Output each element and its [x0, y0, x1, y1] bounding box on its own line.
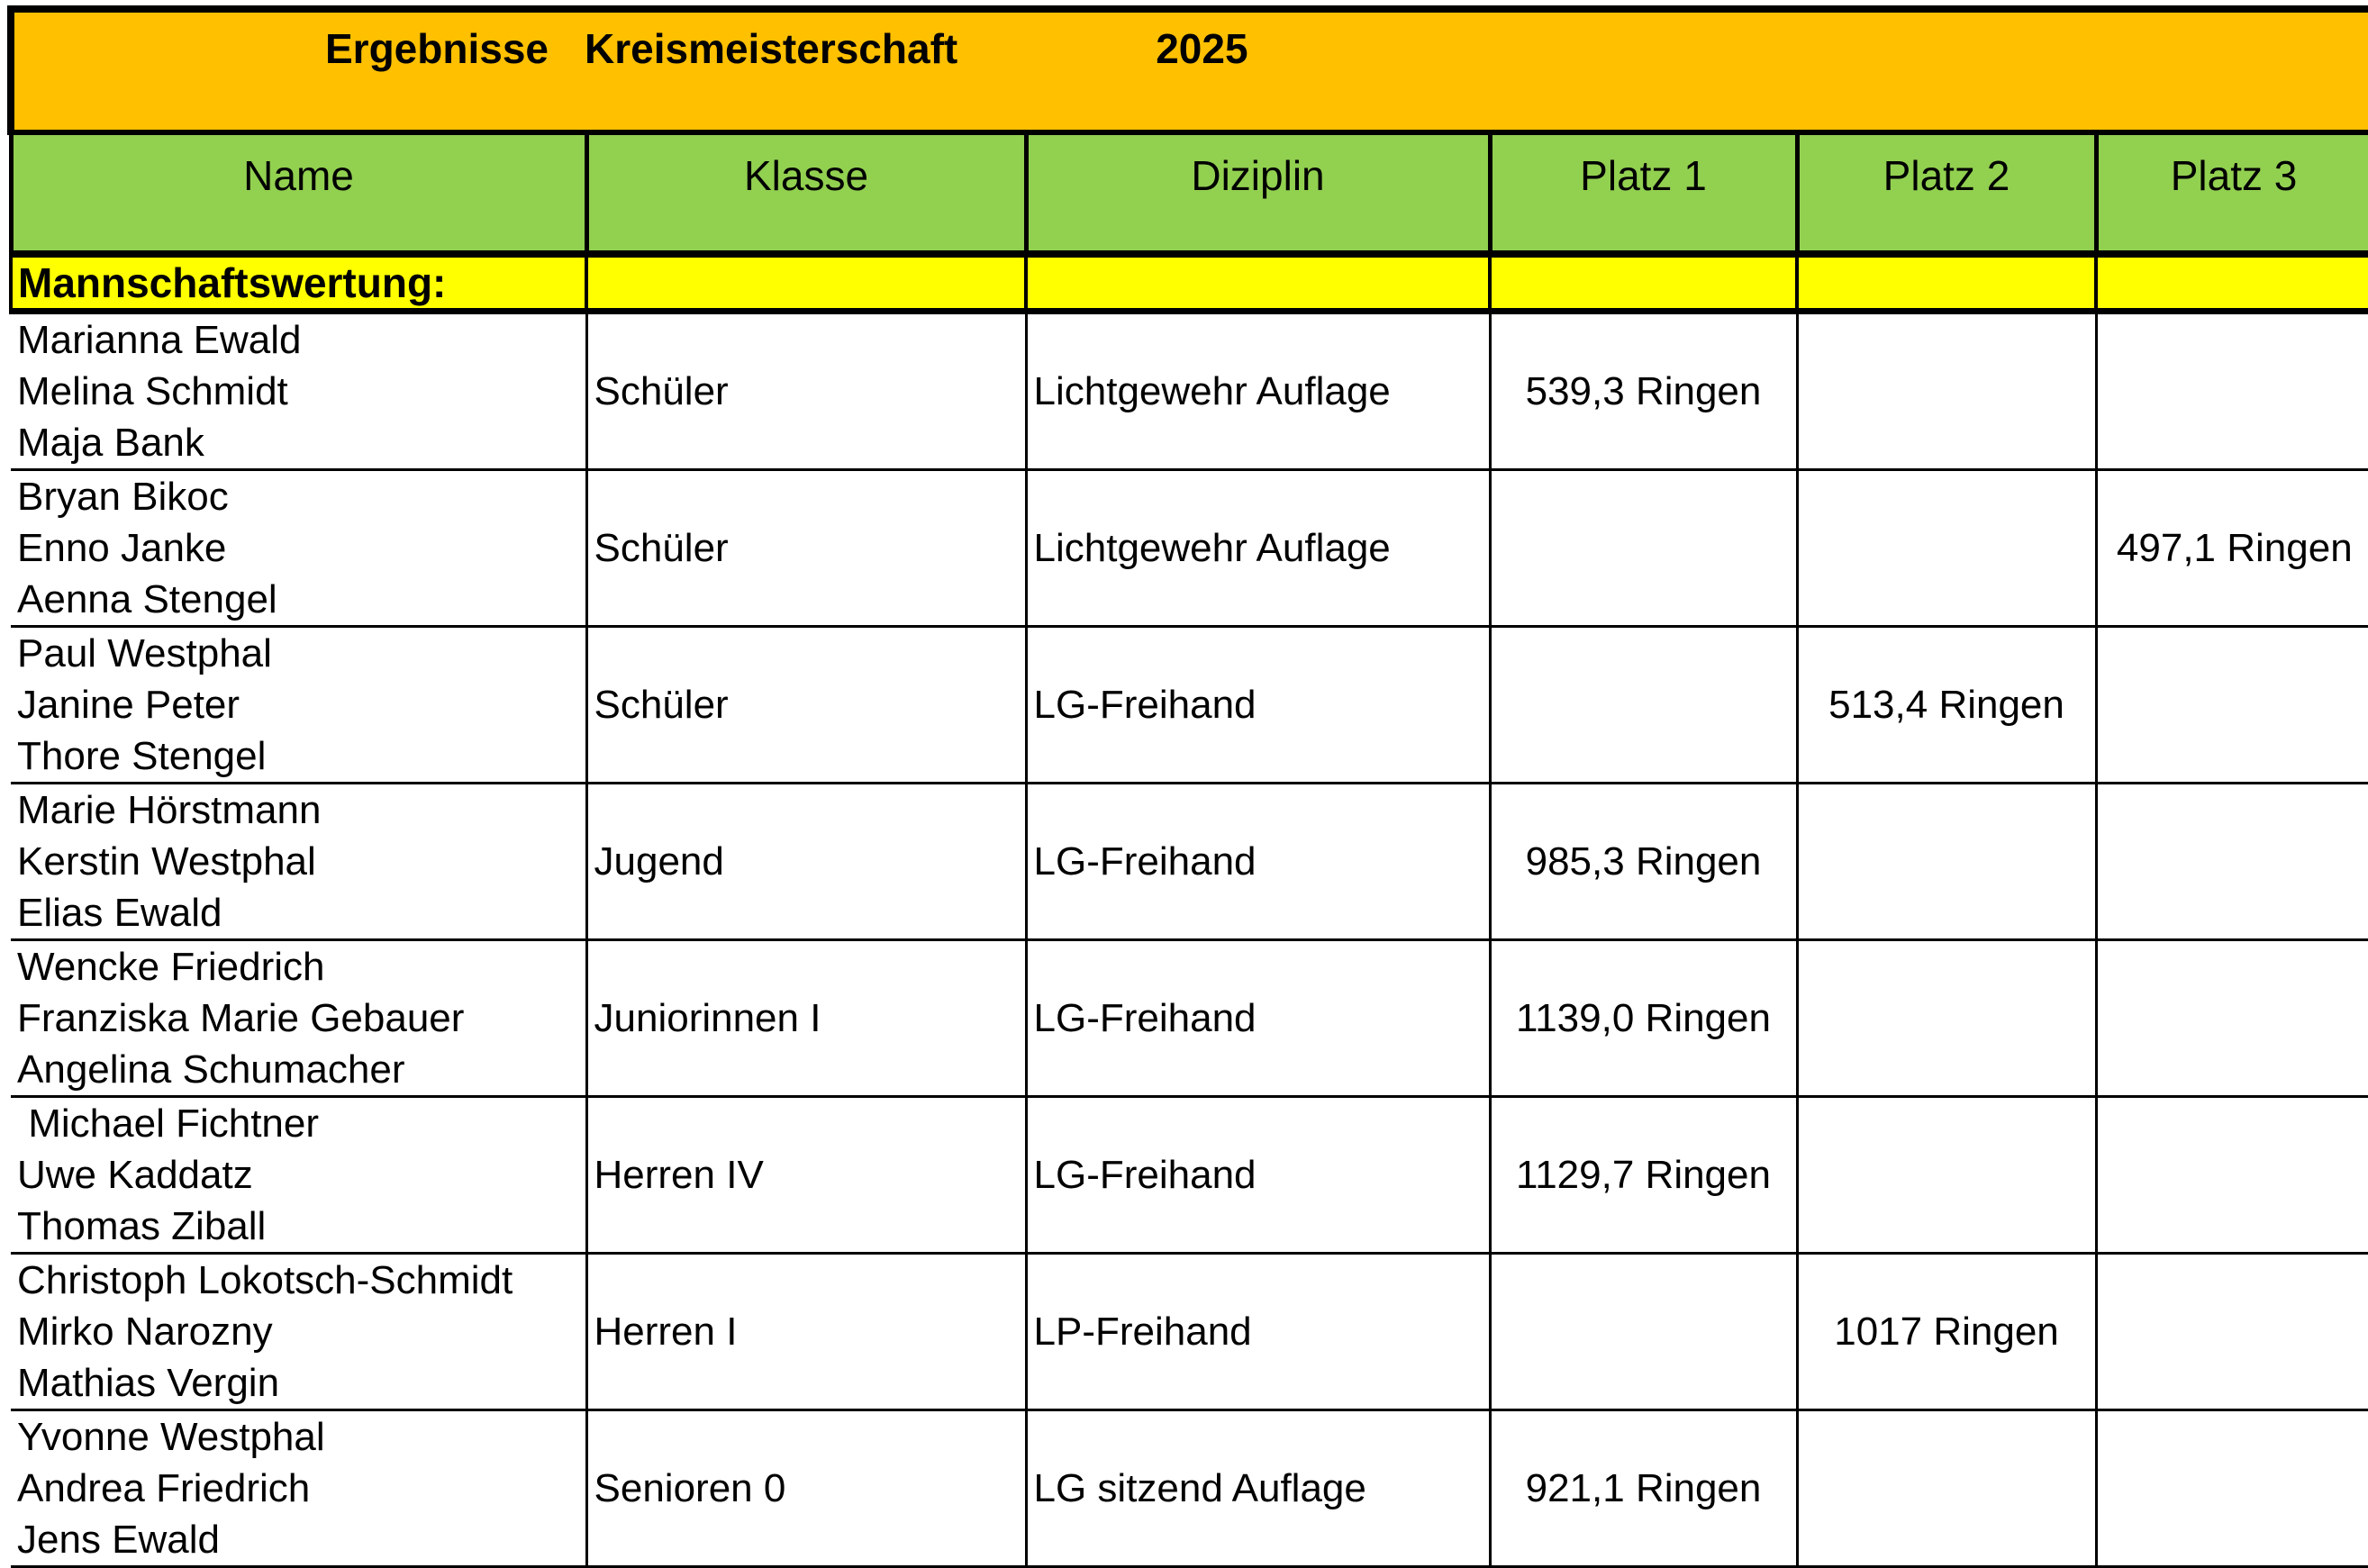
klasse-cell[interactable]: Jugend [586, 784, 1026, 940]
platz2-cell[interactable] [1797, 312, 2096, 470]
team-member-name: Marianna Ewald [17, 318, 302, 362]
column-header-platz1[interactable]: Platz 1 [1490, 132, 1797, 254]
platz1-cell[interactable] [1490, 470, 1797, 627]
table-row [11, 1410, 2368, 1567]
klasse-cell[interactable]: Schüler [586, 470, 1026, 627]
team-member-name: Janine Peter [17, 683, 240, 727]
team-names-cell[interactable] [11, 1254, 586, 1410]
klasse-cell[interactable]: Schüler [586, 627, 1026, 784]
platz1-cell[interactable] [1490, 627, 1797, 784]
platz2-cell[interactable]: 513,4 Ringen [1797, 627, 2096, 784]
team-names-cell[interactable] [11, 1410, 586, 1567]
team-results [11, 312, 2368, 1567]
section-cell[interactable] [1797, 254, 2096, 312]
platz3-cell[interactable]: 497,1 Ringen [2096, 470, 2368, 627]
team-member-name: Mirko Narozny [17, 1310, 273, 1354]
team-names-cell[interactable] [11, 940, 586, 1097]
section-cell[interactable] [1026, 254, 1490, 312]
platz3-cell[interactable] [2096, 1097, 2368, 1254]
platz2-cell[interactable] [1797, 940, 2096, 1097]
platz2-cell[interactable]: 1017 Ringen [1797, 1254, 2096, 1410]
team-member-name: Wencke Friedrich [17, 945, 325, 989]
page-title [14, 13, 2368, 76]
klasse-cell[interactable]: Herren IV [586, 1097, 1026, 1254]
platz3-cell[interactable] [2096, 1410, 2368, 1567]
table-row [11, 784, 2368, 940]
table-row [11, 940, 2368, 1097]
title-part1: Ergebnisse [325, 25, 549, 72]
platz3-cell[interactable] [2096, 627, 2368, 784]
column-header-name[interactable]: Name [11, 132, 586, 254]
team-member-name: Christoph Lokotsch-Schmidt [17, 1258, 513, 1302]
disziplin-cell[interactable]: LG-Freihand [1026, 784, 1490, 940]
team-names-cell[interactable] [11, 312, 586, 470]
disziplin-cell[interactable]: LP-Freihand [1026, 1254, 1490, 1410]
team-member-name: Paul Westphal [17, 631, 272, 675]
platz2-cell[interactable] [1797, 1410, 2096, 1567]
platz1-cell[interactable]: 985,3 Ringen [1490, 784, 1797, 940]
column-header-platz3[interactable]: Platz 3 [2096, 132, 2368, 254]
table-row [11, 312, 2368, 470]
team-member-name: Marie Hörstmann [17, 788, 322, 832]
team-member-name: Elias Ewald [17, 891, 222, 935]
disziplin-cell[interactable]: LG-Freihand [1026, 940, 1490, 1097]
platz1-cell[interactable]: 1129,7 Ringen [1490, 1097, 1797, 1254]
team-member-name: Maja Bank [17, 421, 204, 465]
klasse-cell[interactable]: Juniorinnen I [586, 940, 1026, 1097]
disziplin-cell[interactable]: LG sitzend Auflage [1026, 1410, 1490, 1567]
table-row [11, 627, 2368, 784]
platz3-cell[interactable] [2096, 940, 2368, 1097]
team-member-name: Aenna Stengel [17, 577, 277, 621]
team-names-cell[interactable] [11, 470, 586, 627]
klasse-cell[interactable]: Senioren 0 [586, 1410, 1026, 1567]
table-row [11, 470, 2368, 627]
disziplin-cell[interactable]: LG-Freihand [1026, 1097, 1490, 1254]
platz1-cell[interactable] [1490, 1254, 1797, 1410]
team-member-name: Yvonne Westphal [17, 1415, 325, 1459]
team-names-cell[interactable] [11, 784, 586, 940]
team-member-name: Thore Stengel [17, 734, 267, 778]
team-member-name: Mathias Vergin [17, 1361, 280, 1405]
results-sheet [7, 5, 2368, 1568]
team-member-name: Angelina Schumacher [17, 1047, 405, 1092]
platz2-cell[interactable] [1797, 470, 2096, 627]
column-header-klasse[interactable]: Klasse [586, 132, 1026, 254]
disziplin-cell[interactable]: LG-Freihand [1026, 627, 1490, 784]
section-cell[interactable] [1490, 254, 1797, 312]
table-row [11, 1254, 2368, 1410]
platz2-cell[interactable] [1797, 1097, 2096, 1254]
team-member-name: Michael Fichtner [17, 1101, 320, 1146]
team-member-name: Franziska Marie Gebauer [17, 996, 465, 1040]
klasse-cell[interactable]: Herren I [586, 1254, 1026, 1410]
platz1-cell[interactable]: 921,1 Ringen [1490, 1410, 1797, 1567]
title-row [11, 9, 2368, 132]
platz3-cell[interactable] [2096, 784, 2368, 940]
disziplin-cell[interactable]: Lichtgewehr Auflage [1026, 470, 1490, 627]
team-member-name: Kerstin Westphal [17, 839, 316, 884]
team-names-cell[interactable] [11, 627, 586, 784]
section-cell[interactable] [586, 254, 1026, 312]
column-header-platz2[interactable]: Platz 2 [1797, 132, 2096, 254]
team-member-name: Thomas Ziball [17, 1204, 267, 1248]
title-cell[interactable] [11, 9, 2368, 132]
disziplin-cell[interactable]: Lichtgewehr Auflage [1026, 312, 1490, 470]
title-year: 2025 [1156, 25, 1248, 72]
platz3-cell[interactable] [2096, 1254, 2368, 1410]
header-row [11, 132, 2368, 254]
platz1-cell[interactable]: 1139,0 Ringen [1490, 940, 1797, 1097]
results-table [7, 5, 2368, 1568]
platz2-cell[interactable] [1797, 784, 2096, 940]
section-label[interactable]: Mannschaftswertung: [11, 254, 586, 312]
table-row [11, 1097, 2368, 1254]
team-member-name: Jens Ewald [17, 1518, 221, 1562]
klasse-cell[interactable]: Schüler [586, 312, 1026, 470]
team-member-name: Uwe Kaddatz [17, 1153, 253, 1197]
platz3-cell[interactable] [2096, 312, 2368, 470]
team-member-name: Enno Janke [17, 526, 227, 570]
column-header-disziplin[interactable]: Diziplin [1026, 132, 1490, 254]
platz1-cell[interactable]: 539,3 Ringen [1490, 312, 1797, 470]
team-names-cell[interactable] [11, 1097, 586, 1254]
team-member-name: Bryan Bikoc [17, 475, 229, 519]
team-member-name: Melina Schmidt [17, 369, 288, 413]
section-cell[interactable] [2096, 254, 2368, 312]
title-part2: Kreismeisterschaft [585, 25, 958, 72]
team-member-name: Andrea Friedrich [17, 1466, 311, 1510]
section-row [11, 254, 2368, 312]
